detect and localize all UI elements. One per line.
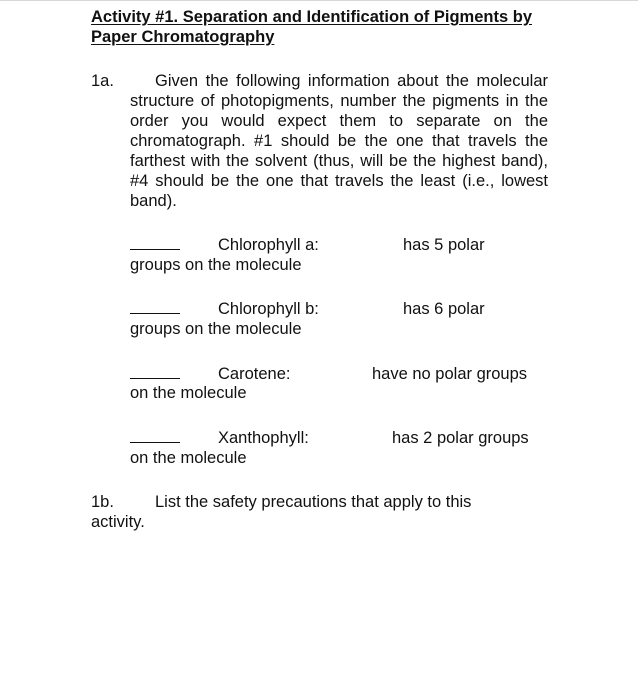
pigment-description: have no polar groups [372,365,528,383]
question-1a-number: 1a. [91,72,114,90]
top-border [0,0,638,1]
pigment-description-continued: groups on the molecule [130,256,302,274]
answer-blank[interactable] [130,235,180,255]
pigment-name: Carotene: [218,365,291,383]
pigment-name: Xanthophyll: [218,429,309,447]
pigment-description-continued: on the molecule [130,449,247,467]
answer-blank[interactable] [130,364,180,384]
question-1b-text: List the safety precautions that apply to this [155,493,472,511]
answer-blank[interactable] [130,299,180,319]
pigment-description: has 6 polar [403,300,485,318]
pigment-name: Chlorophyll b: [218,300,319,318]
pigment-name: Chlorophyll a: [218,236,319,254]
pigment-description-continued: groups on the molecule [130,320,302,338]
pigment-description: has 5 polar [403,236,485,254]
activity-title: Activity #1. Separation and Identification of Pigments by Paper Chromatography [91,8,532,46]
pigment-description: has 2 polar groups [392,429,529,447]
pigment-description-continued: on the molecule [130,384,247,402]
answer-blank[interactable] [130,428,180,448]
question-1b-text-continued: activity. [91,513,145,531]
question-1a-text: Given the following information about the molecular structure of photopigments, number the pigments in the order you would expect them to separate on the chromatograph. #1 should be the one that travels the farthest with the solvent (thus, will be the highest band), #4 should be the one that travels the least (i.e., lowest band). [130,72,548,210]
question-1b-number: 1b. [91,493,114,511]
